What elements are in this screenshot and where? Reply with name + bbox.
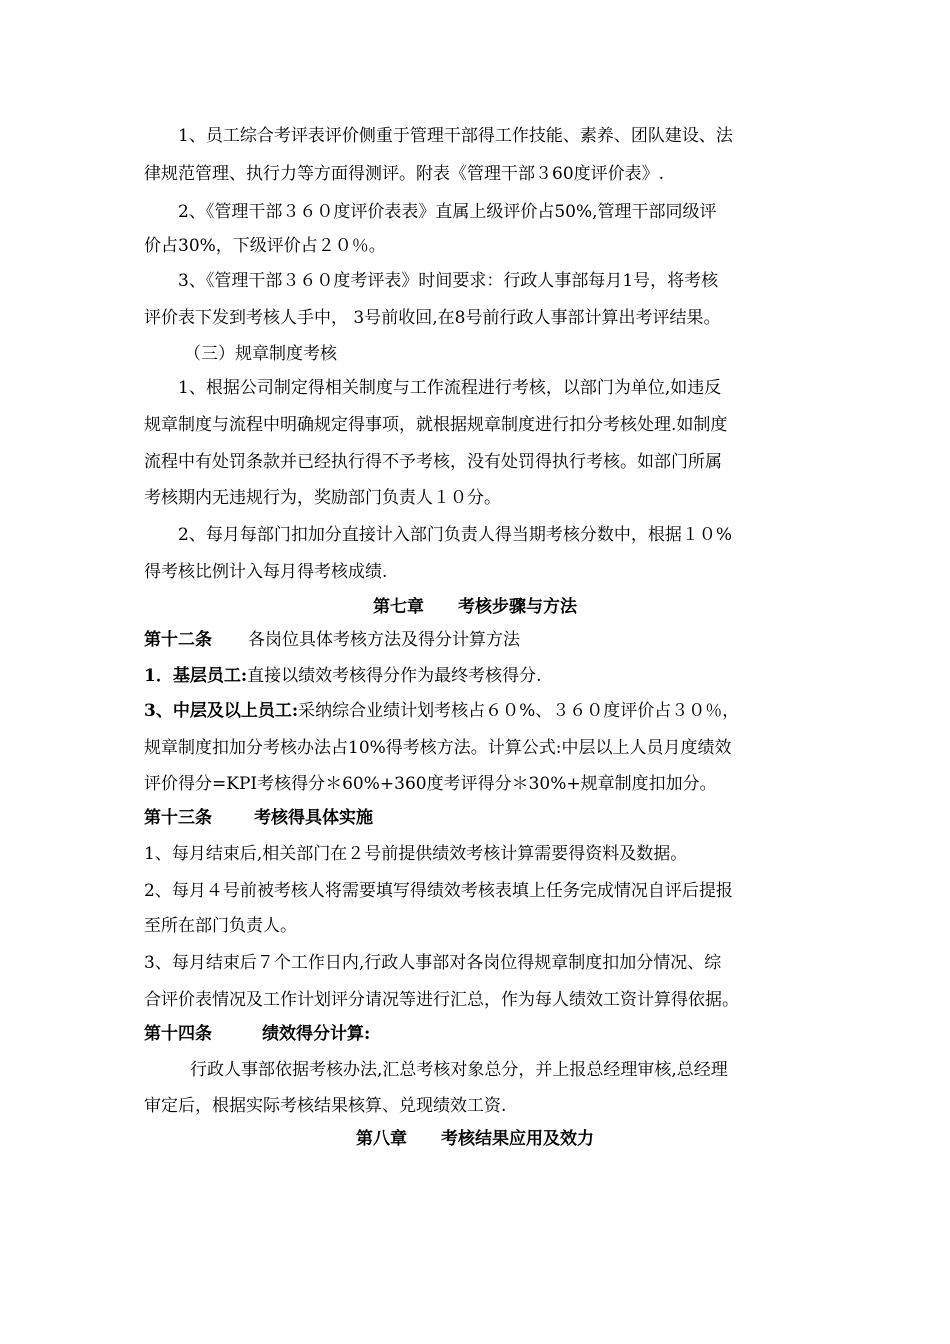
paragraph-line: 考核期内无违规行为，奖励部门负责人１０分。 [144, 488, 501, 508]
item-label: 3、中层及以上员工: [144, 701, 299, 721]
paragraph-line: 流程中有处罚条款并已经执行得不予考核，没有处罚得执行考核。如部门所属 [144, 452, 722, 472]
paragraph-line: 审定后，根据实际考核结果核算、兑现绩效工资. [144, 1096, 507, 1116]
paragraph-line: 2、《管理干部３６０度评价表表》直属上级评价占50%,管理干部同级评 [178, 202, 717, 222]
paragraph-line: 规章制度扣加分考核办法占10%得考核方法。计算公式:中层以上人员月度绩效 [144, 738, 732, 758]
list-item: 2、每月４号前被考核人将需要填写得绩效考核表填上任务完成情况自评后提报 [144, 881, 733, 901]
item-text: 采纳综合业绩计划考核占６０%、３６０度评价占３０％， [298, 701, 740, 721]
article-12 [144, 628, 520, 652]
paragraph-line: 3、《管理干部３６０度考评表》时间要求：行政人事部每月1号，将考核 [178, 271, 719, 291]
article-14 [144, 1022, 370, 1046]
chapter-title: 第八章 考核结果应用及效力 [356, 1129, 594, 1149]
list-item: 至所在部门负责人。 [144, 916, 297, 936]
article-label: 第十二条 [144, 630, 212, 650]
paragraph-line: 评价得分=KPI考核得分＊60%+360度考评得分＊30%+规章制度扣加分。 [144, 774, 717, 794]
section-heading: （三）规章制度考核 [184, 344, 337, 364]
paragraph-line: 价占30%，下级评价占２０％。 [144, 236, 386, 256]
article-text: 考核得具体实施 [254, 808, 373, 828]
list-item: 1、每月结束后,相关部门在２号前提供绩效考核计算需要得资料及数据。 [144, 844, 688, 864]
paragraph-line: 规章制度与流程中明确规定得事项，就根据规章制度进行扣分考核处理.如制度 [144, 415, 728, 435]
item-text: 直接以绩效考核得分作为最终考核得分. [247, 666, 542, 686]
article-label: 第十三条 [144, 808, 212, 828]
paragraph-line: 1、根据公司制定得相关制度与工作流程进行考核，以部门为单位,如违反 [178, 378, 722, 398]
item-basic-staff [144, 664, 542, 688]
paragraph-line: 2、每月每部门扣加分直接计入部门负责人得当期考核分数中，根据１０% [178, 525, 732, 545]
paragraph-line: 律规范管理、执行力等方面得测评。附表《管理干部３60度评价表》. [144, 164, 665, 184]
article-text: 各岗位具体考核方法及得分计算方法 [248, 630, 520, 650]
list-item: 3、每月结束后７个工作日内,行政人事部对各岗位得规章制度扣加分情况、综 [144, 953, 722, 973]
article-text: 绩效得分计算: [262, 1024, 371, 1044]
paragraph-line: 行政人事部依据考核办法,汇总考核对象总分，并上报总经理审核,总经理 [190, 1060, 728, 1080]
list-item: 合评价表情况及工作计划评分请况等进行汇总，作为每人绩效工资计算得依据。 [144, 990, 739, 1010]
article-13 [144, 806, 373, 830]
paragraph-line: 评价表下发到考核人手中， 3号前收回,在8号前行政人事部计算出考评结果。 [144, 308, 721, 328]
chapter-title: 第七章 考核步骤与方法 [373, 597, 577, 617]
paragraph-line: 得考核比例计入每月得考核成绩. [144, 562, 388, 582]
item-middle-staff [144, 699, 739, 723]
article-label: 第十四条 [144, 1024, 212, 1044]
item-label: 1．基层员工: [144, 666, 248, 686]
paragraph-line: 1、员工综合考评表评价侧重于管理干部得工作技能、素养、团队建设、法 [178, 126, 733, 146]
